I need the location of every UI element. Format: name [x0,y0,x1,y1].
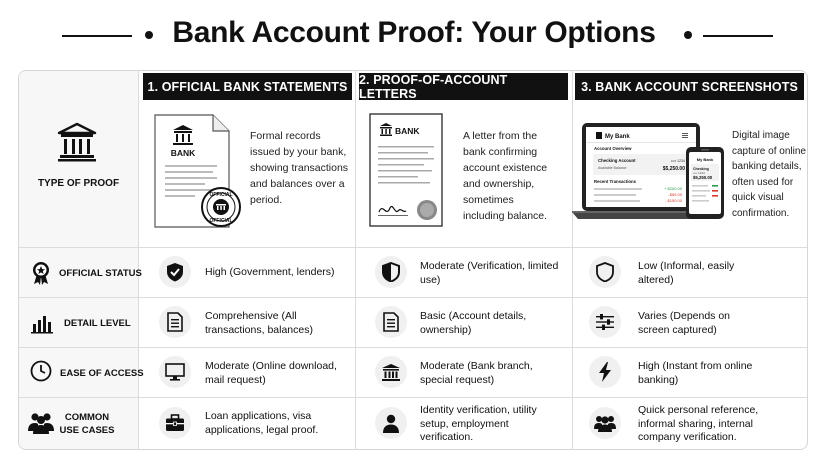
use-cases-screenshots: Quick personal reference, informal sharing, internal company verification. [638,404,759,443]
column-header-screenshots: 3. BANK ACCOUNT SCREENSHOTS [575,73,804,100]
bar-chart-icon [31,314,53,339]
bank-statement-illustration [153,111,243,238]
row-divider [19,397,808,398]
row-divider [19,247,808,248]
ease-of-access-statements: Moderate (Online download, mail request) [205,360,337,386]
proof-letter-illustration [368,112,446,235]
shield-check-icon [159,256,191,288]
screen-account: Checking Account [598,158,636,163]
banking-screenshot-illustration [568,119,728,234]
seal-text-bottom: OFFICIAL [209,218,233,224]
comparison-table [18,70,808,450]
screen-account-sub: Available Balance [598,166,627,170]
statement-bank-text: BANK [170,148,196,158]
phone-title: My Bank [696,157,714,162]
official-status-statements: High (Government, lenders) [205,266,335,278]
seal-text-top: OFFICIAL [209,192,233,198]
column-header-statements: 1. OFFICIAL BANK STATEMENTS [143,73,352,100]
detail-level-statements: Comprehensive (All transactions, balances) [205,310,313,336]
title-dot-right [684,31,692,39]
ease-of-access-letters: Moderate (Bank branch, special request) [420,360,533,386]
award-icon [31,261,51,290]
screen-balance: $5,250.00 [662,166,685,172]
letter-bank-text: BANK [395,126,420,136]
briefcase-icon [159,407,191,439]
row-divider [19,297,808,298]
lightning-icon [589,356,621,388]
monitor-icon [159,356,191,388]
bank-building-icon [56,121,98,168]
detail-level-screenshots: Varies (Depends on screen captured) [638,310,731,336]
shield-outline-icon [589,256,621,288]
sliders-icon [589,306,621,338]
screen-transaction-1: + $250.00 [664,186,682,191]
official-status-letters: Moderate (Verification, limited use) [420,260,559,286]
phone-account-number: •••• 1234 [693,171,705,175]
shield-half-icon [375,256,407,288]
screen-section-transactions: Recent Transactions [594,179,637,184]
row-label-official-status: OFFICIAL STATUS [59,268,142,279]
users-icon [28,412,54,439]
row-label-ease-of-access: EASE OF ACCESS [60,368,144,379]
screen-title: My Bank [605,134,630,140]
row-label-common-use-cases: COMMON USE CASES [59,412,115,436]
document-lines-icon [375,306,407,338]
phone-account: Checking [693,167,709,171]
detail-level-letters: Basic (Account details, ownership) [420,310,527,336]
column-header-letters: 2. PROOF-OF-ACCOUNT LETTERS [359,73,568,100]
title-line-right [703,35,773,37]
ease-of-access-screenshots: High (Instant from online banking) [638,360,753,386]
bank-icon [375,356,407,388]
col-divider [355,71,356,450]
official-status-screenshots: Low (Informal, easily altered) [638,260,735,286]
title-row [0,14,828,58]
type-of-proof-label: TYPE OF PROOF [37,178,120,189]
group-icon [589,407,621,439]
statements-description: Formal records issued by your bank, showing transactions and balances over a period. [250,130,349,206]
screen-transaction-3: - $150.00 [665,198,682,203]
use-cases-statements: Loan applications, visa applications, legal proof. [205,410,319,436]
document-lines-icon [159,306,191,338]
page-title: Bank Account Proof: Your Options [172,16,656,49]
col-divider [138,71,139,450]
row-divider [19,347,808,348]
screen-account-number: •••• 1234 [670,159,685,163]
row-label-detail-level: DETAIL LEVEL [64,318,131,329]
screen-transaction-2: -$85.00 [668,192,682,197]
letters-description: A letter from the bank confirming account existence and ownership, sometimes including balance. [463,130,548,222]
screenshots-description: Digital image capture of online banking details, often used for quick visual confirmation. [732,130,806,219]
screen-section-overview: Account Overview [594,146,632,151]
clock-icon [30,360,52,387]
person-icon [375,407,407,439]
use-cases-letters: Identity verification, utility setup, employment verification. [420,404,537,443]
phone-balance: $5,250.00 [693,175,713,180]
